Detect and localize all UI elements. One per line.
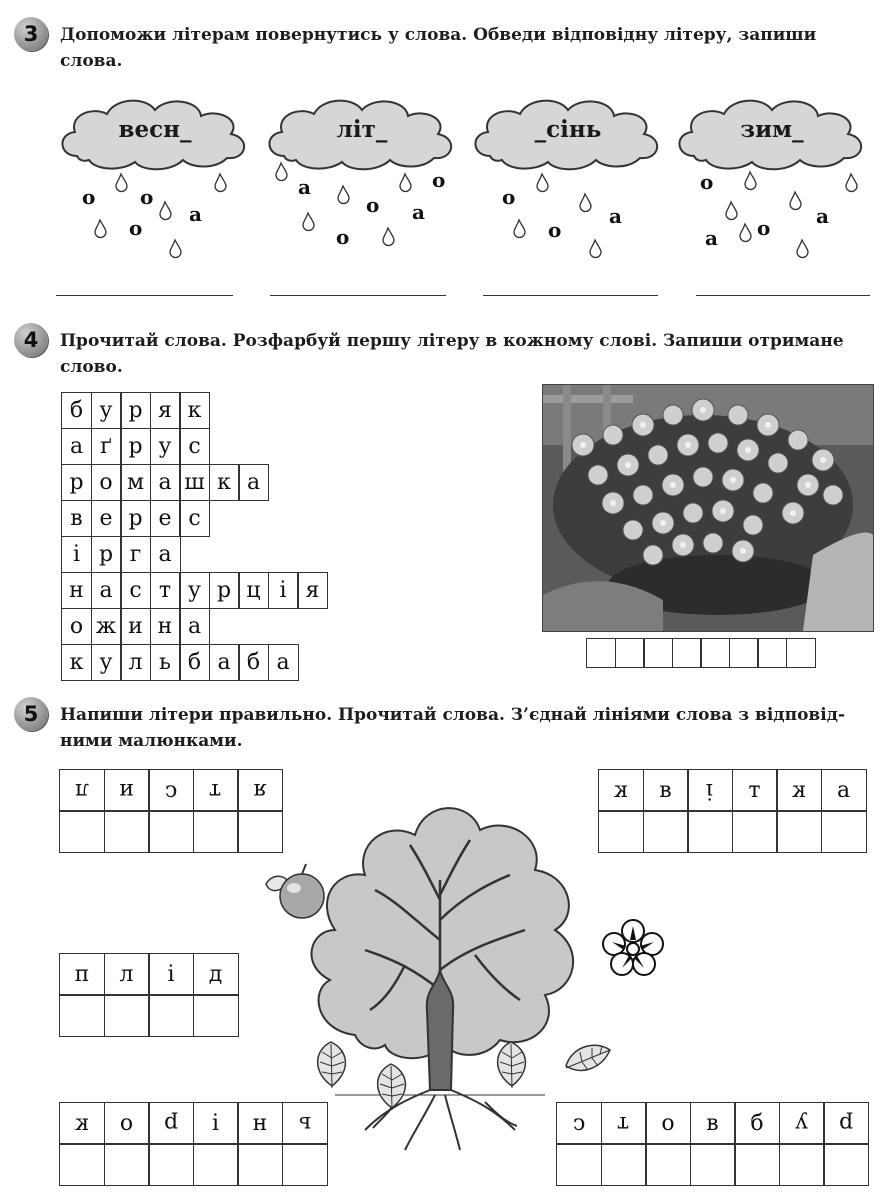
card-letter: о: [661, 1110, 675, 1136]
card-letter: т: [209, 777, 222, 803]
card-letter-cell: [643, 769, 689, 812]
word-row-8: [61, 645, 299, 681]
cloud-3-word: _сінь: [534, 116, 602, 143]
write-cell[interactable]: [193, 810, 239, 853]
raindrop-icon: [276, 163, 287, 181]
letter-cell: а: [150, 536, 181, 573]
card-letter-cell: [823, 1102, 869, 1145]
write-cell[interactable]: [645, 1143, 691, 1186]
cloud-3-letter[interactable]: а: [609, 204, 622, 228]
letter-cell: б: [238, 644, 269, 681]
letter-cell: б: [179, 644, 210, 681]
card-letter: р: [838, 1110, 854, 1136]
card-mid-left: [59, 954, 239, 1037]
raindrop-icon: [580, 194, 591, 212]
letter-cell: а: [238, 464, 269, 501]
write-cell[interactable]: [601, 1143, 647, 1186]
letter-cell: у: [179, 572, 210, 609]
cloud-2-letter[interactable]: о: [366, 193, 380, 217]
raindrop-icon: [745, 172, 756, 190]
cloud-3-letter[interactable]: о: [502, 185, 516, 209]
raindrop-icon: [95, 220, 106, 238]
answer-word-boxes: [586, 638, 816, 668]
raindrop-icon: [726, 202, 737, 220]
write-cell[interactable]: [193, 1143, 239, 1186]
card-letter: б: [750, 1110, 764, 1136]
write-cell[interactable]: [734, 1143, 780, 1186]
write-cell[interactable]: [148, 810, 194, 853]
letter-cell: с: [120, 572, 151, 609]
letter-cell[interactable]: і: [61, 536, 92, 573]
letter-cell: о: [91, 464, 122, 501]
cloud-4-letter[interactable]: а: [816, 204, 829, 228]
write-cell[interactable]: [732, 810, 778, 853]
card-letter-cell: [59, 953, 105, 996]
answer-line-4[interactable]: [696, 295, 870, 296]
letter-cell: к: [179, 392, 210, 429]
cloud-1-letter[interactable]: о: [140, 185, 154, 209]
letter-cell: і: [268, 572, 299, 609]
letter-cell[interactable]: в: [61, 500, 92, 537]
raindrop-icon: [400, 174, 411, 192]
cloud-1-letter[interactable]: а: [189, 202, 202, 226]
cloud-1-letter[interactable]: о: [129, 216, 143, 240]
raindrops: [0, 0, 881, 300]
letter-cell: ж: [91, 608, 122, 645]
answer-line-3[interactable]: [483, 295, 658, 296]
word-row-6: [61, 573, 328, 609]
raindrop-icon: [303, 213, 314, 231]
letter-cell: р: [120, 500, 151, 537]
answer-box[interactable]: [643, 638, 673, 668]
letter-cell: у: [91, 392, 122, 429]
card-letter-cell: [237, 769, 283, 812]
task-3-instruction-line-1: Допоможи літерам повернутись у слова. Обведи відповідну літеру, запиши: [60, 25, 817, 45]
card-letter: с: [572, 1110, 586, 1136]
card-letter-cell: [104, 769, 150, 812]
raindrop-icon: [383, 228, 394, 246]
write-cell[interactable]: [148, 994, 194, 1037]
write-cell[interactable]: [776, 810, 822, 853]
raindrop-icon: [116, 174, 127, 192]
card-letter: т: [748, 777, 761, 803]
card-top-left: [59, 770, 283, 853]
card-letter: с: [164, 777, 178, 803]
letter-cell: ґ: [91, 428, 122, 465]
letter-cell[interactable]: б: [61, 392, 92, 429]
card-letter: л: [119, 961, 134, 987]
raindrop-icon: [797, 240, 808, 258]
card-letter: і: [706, 777, 714, 803]
card-write-row: [59, 812, 283, 854]
card-letter-cell: [645, 1102, 691, 1145]
write-cell[interactable]: [59, 994, 105, 1037]
flower-photo-image: [543, 385, 873, 631]
answer-box[interactable]: [700, 638, 730, 668]
task-5-instruction-line-2: ними малюнками.: [60, 731, 243, 751]
write-cell[interactable]: [193, 994, 239, 1037]
letter-cell: р: [120, 392, 151, 429]
task-4-number-badge: 4: [14, 323, 48, 357]
letter-cell: я: [297, 572, 328, 609]
write-cell[interactable]: [687, 810, 733, 853]
cloud-1-letter[interactable]: о: [82, 185, 96, 209]
leaf-icon[interactable]: [562, 1036, 614, 1080]
card-letter-cell: [732, 769, 778, 812]
letter-cell: н: [150, 608, 181, 645]
card-letters-row: [598, 770, 867, 812]
write-cell[interactable]: [104, 810, 150, 853]
card-letter-cell: [601, 1102, 647, 1145]
card-letter-cell: [104, 1102, 150, 1145]
word-row-5: [61, 537, 181, 573]
task-3-instruction-line-2: слова.: [60, 51, 123, 71]
card-letter: в: [706, 1110, 719, 1136]
card-letters-row: [59, 954, 239, 996]
card-letter-cell: [148, 953, 194, 996]
card-letter: д: [208, 961, 223, 987]
answer-box[interactable]: [586, 638, 616, 668]
letter-cell[interactable]: а: [61, 428, 92, 465]
answer-box[interactable]: [786, 638, 816, 668]
cloud-2-letter[interactable]: а: [412, 200, 425, 224]
task-5-instruction-line-1: Напиши літери правильно. Прочитай слова. З’єднай лініями слова з відповід-: [60, 705, 846, 725]
card-write-row: [556, 1145, 869, 1187]
card-letter: в: [659, 777, 672, 803]
cloud-2-letter[interactable]: а: [298, 175, 311, 199]
task-5-instruction: [60, 702, 875, 754]
answer-box[interactable]: [729, 638, 759, 668]
letter-cell: ь: [150, 644, 181, 681]
card-letter-cell: [598, 769, 644, 812]
raindrop-icon: [846, 174, 857, 192]
cloud-3-letter[interactable]: о: [548, 218, 562, 242]
cloud-2-word: літ_: [336, 116, 388, 143]
write-cell[interactable]: [823, 1143, 869, 1186]
letter-cell: л: [120, 644, 151, 681]
raindrop-icon: [170, 240, 181, 258]
card-letter: к: [792, 777, 806, 803]
letter-cell: е: [91, 500, 122, 537]
card-letter: а: [836, 777, 851, 803]
letter-cell: а: [91, 572, 122, 609]
letter-cell: с: [179, 500, 210, 537]
leaf-icon[interactable]: [308, 1040, 354, 1090]
card-letter: у: [795, 1110, 808, 1136]
card-letter-cell: [237, 1102, 283, 1145]
letter-cell: а: [268, 644, 299, 681]
card-letter: п: [74, 961, 90, 987]
letter-cell: е: [150, 500, 181, 537]
raindrop-icon: [514, 220, 525, 238]
card-letter: о: [119, 1110, 134, 1136]
task-4-instruction-line-2: слово.: [60, 357, 123, 377]
letter-cell: р: [91, 536, 122, 573]
card-letter-cell: [821, 769, 867, 812]
card-letter: т: [617, 1110, 630, 1136]
write-cell[interactable]: [598, 810, 644, 853]
write-cell[interactable]: [148, 1143, 194, 1186]
card-letter: и: [119, 777, 134, 803]
card-letter: і: [211, 1110, 220, 1136]
card-letter: к: [75, 1110, 89, 1136]
card-write-row: [598, 812, 867, 854]
letter-cell: г: [120, 536, 151, 573]
card-letter-cell: [776, 769, 822, 812]
card-letter-cell: [690, 1102, 736, 1145]
letter-cell: у: [91, 644, 122, 681]
raindrop-icon: [740, 224, 751, 242]
letter-cell: ш: [179, 464, 210, 501]
letter-cell: к: [209, 464, 240, 501]
letter-cell: я: [150, 392, 181, 429]
answer-box[interactable]: [672, 638, 702, 668]
card-letters-row: [59, 770, 283, 812]
card-letters-row: [59, 1103, 328, 1145]
write-cell[interactable]: [104, 1143, 150, 1186]
word-row-7: [61, 609, 210, 645]
word-row-4: [61, 501, 210, 537]
card-letter-cell: [734, 1102, 780, 1145]
write-cell[interactable]: [237, 810, 283, 853]
card-letter-cell: [779, 1102, 825, 1145]
letter-cell[interactable]: н: [61, 572, 92, 609]
write-cell[interactable]: [821, 810, 867, 853]
write-cell[interactable]: [59, 810, 105, 853]
raindrop-icon: [590, 240, 601, 258]
write-cell[interactable]: [104, 994, 150, 1037]
letter-cell: а: [209, 644, 240, 681]
write-cell[interactable]: [690, 1143, 736, 1186]
raindrop-icon: [160, 202, 171, 220]
tree-illustration: [295, 790, 585, 1155]
raindrop-icon: [790, 192, 801, 210]
raindrop-icon: [537, 174, 548, 192]
cloud-4-letter[interactable]: о: [700, 170, 714, 194]
card-letter: я: [253, 777, 267, 803]
leaf-icon[interactable]: [368, 1062, 414, 1114]
card-letter: і: [167, 961, 175, 987]
flower-photo: [542, 384, 874, 632]
card-letters-row: [556, 1103, 869, 1145]
card-letter-cell: [193, 1102, 239, 1145]
letter-cell: м: [120, 464, 151, 501]
raindrop-icon: [215, 174, 226, 192]
card-letter-cell: [104, 953, 150, 996]
write-cell[interactable]: [237, 1143, 283, 1186]
letter-cell: а: [150, 464, 181, 501]
card-letter: л: [75, 777, 89, 803]
answer-line-2[interactable]: [270, 295, 446, 296]
cloud-4-letter[interactable]: а: [705, 226, 718, 250]
card-letter-cell: [59, 769, 105, 812]
card-letter-cell: [193, 769, 239, 812]
letter-cell[interactable]: к: [61, 644, 92, 681]
card-letter: к: [614, 777, 628, 803]
card-letter: ь: [298, 1110, 311, 1136]
cloud-1-word: весн_: [118, 116, 192, 143]
raindrop-icon: [338, 186, 349, 204]
task-5-number-badge: 5: [14, 697, 48, 731]
task-4-instruction-line-1: Прочитай слова. Розфарбуй першу літеру в кожному слові. Запиши отримане: [60, 331, 844, 351]
answer-box[interactable]: [615, 638, 645, 668]
letter-cell[interactable]: о: [61, 608, 92, 645]
card-letter-cell: [59, 1102, 105, 1145]
write-cell[interactable]: [779, 1143, 825, 1186]
letter-cell: у: [150, 428, 181, 465]
card-letter: н: [252, 1110, 268, 1136]
letter-cell: а: [179, 608, 210, 645]
letter-cell: с: [179, 428, 210, 465]
cloud-4-word: зим_: [740, 116, 804, 143]
card-bottom-left: [59, 1103, 328, 1186]
letter-cell: р: [209, 572, 240, 609]
cloud-2-letter[interactable]: о: [336, 225, 350, 249]
answer-box[interactable]: [757, 638, 787, 668]
letter-cell: р: [120, 428, 151, 465]
word-row-2: [61, 429, 210, 465]
flower-icon[interactable]: [600, 918, 666, 978]
answer-line-1[interactable]: [56, 295, 233, 296]
cloud-2-letter[interactable]: о: [432, 168, 446, 192]
word-row-1: [61, 393, 210, 429]
cloud-4-letter[interactable]: о: [757, 216, 771, 240]
letter-cell[interactable]: р: [61, 464, 92, 501]
task-4-instruction: [60, 328, 875, 380]
card-letter-cell: [148, 769, 194, 812]
card-letter-cell: [687, 769, 733, 812]
card-letter-cell: [193, 953, 239, 996]
word-row-3: [61, 465, 269, 501]
card-write-row: [59, 996, 239, 1038]
letter-cell: и: [120, 608, 151, 645]
card-letter: р: [163, 1110, 179, 1136]
write-cell[interactable]: [59, 1143, 105, 1186]
card-write-row: [59, 1145, 328, 1187]
card-letter-cell: [148, 1102, 194, 1145]
write-cell[interactable]: [643, 810, 689, 853]
card-bottom-right: [556, 1103, 869, 1186]
task-3-number-badge: 3: [14, 17, 48, 51]
card-top-right: [598, 770, 867, 853]
leaf-icon[interactable]: [488, 1040, 534, 1092]
letter-cell: т: [150, 572, 181, 609]
letter-cell: ц: [238, 572, 269, 609]
